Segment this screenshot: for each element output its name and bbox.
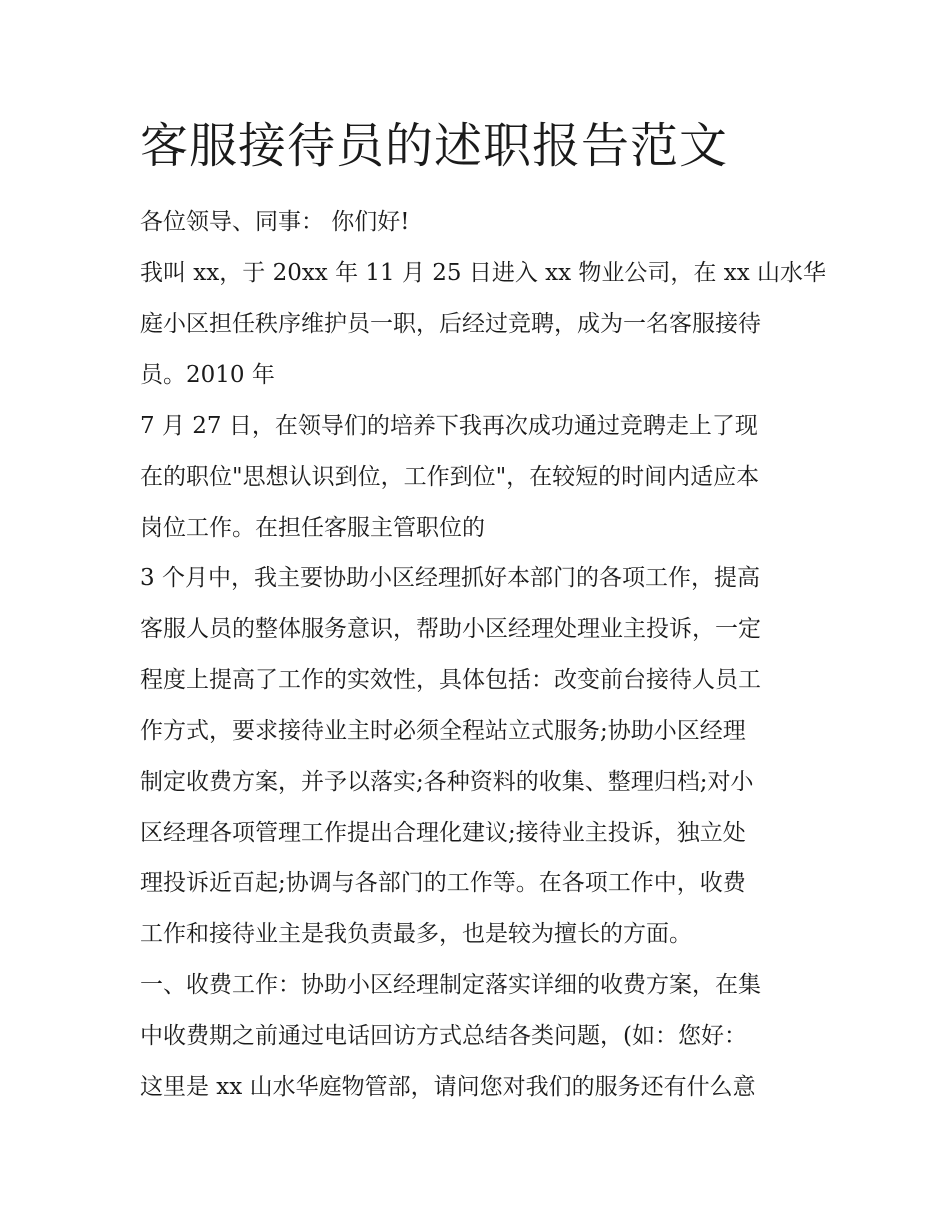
- body-line: 程度上提高了工作的实效性，具体包括：改变前台接待人员工: [140, 667, 761, 693]
- body-line: 员。2010 年: [140, 362, 275, 388]
- body-line: 在的职位"思想认识到位，工作到位"，在较短的时间内适应本: [140, 464, 760, 490]
- body-line: 3 个月中，我主要协助小区经理抓好本部门的各项工作，提高: [140, 565, 760, 591]
- body-line: 工作和接待业主是我负责最多，也是较为擅长的方面。: [140, 921, 692, 947]
- body-line: 各位领导、同事： 你们好!: [140, 209, 410, 235]
- body-line: 客服人员的整体服务意识，帮助小区经理处理业主投诉，一定: [140, 616, 761, 642]
- body-line: 岗位工作。在担任客服主管职位的: [140, 515, 485, 541]
- body-line: 区经理各项管理工作提出合理化建议;接待业主投诉，独立处: [140, 820, 746, 846]
- body-line: 一、收费工作：协助小区经理制定落实详细的收费方案，在集: [140, 972, 761, 998]
- document-title: 客服接待员的述职报告范文: [140, 118, 729, 174]
- body-line: 中收费期之前通过电话回访方式总结各类问题，(如：您好：: [140, 1023, 747, 1049]
- body-line: 理投诉近百起;协调与各部门的工作等。在各项工作中，收费: [140, 870, 746, 896]
- body-line: 作方式，要求接待业主时必须全程站立式服务;协助小区经理: [140, 718, 746, 744]
- body-line: 制定收费方案，并予以落实;各种资料的收集、整理归档;对小: [140, 769, 754, 795]
- body-line: 这里是 xx 山水华庭物管部，请问您对我们的服务还有什么意: [140, 1074, 756, 1100]
- body-line: 我叫 xx，于 20xx 年 11 月 25 日进入 xx 物业公司，在 xx 山水华: [140, 260, 826, 286]
- body-line: 庭小区担任秩序维护员一职，后经过竞聘，成为一名客服接待: [140, 311, 761, 337]
- body-line: 7 月 27 日，在领导们的培养下我再次成功通过竞聘走上了现: [140, 413, 758, 439]
